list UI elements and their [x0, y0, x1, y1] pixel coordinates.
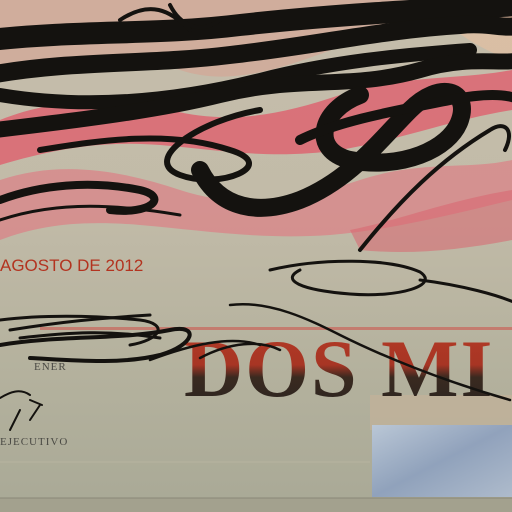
small-print: ENER	[34, 361, 67, 373]
scribble-stroke	[420, 280, 512, 305]
scribble-stroke	[0, 391, 42, 405]
scribble-stroke	[230, 304, 510, 400]
denomination-text: DOS MI	[184, 323, 495, 414]
scribble-stroke	[10, 405, 40, 430]
scribble-stroke	[0, 206, 180, 220]
date-line: AGOSTO DE 2012	[0, 256, 144, 275]
scribble-stroke	[270, 261, 425, 295]
small-print: EJECUTIVO	[0, 436, 69, 448]
